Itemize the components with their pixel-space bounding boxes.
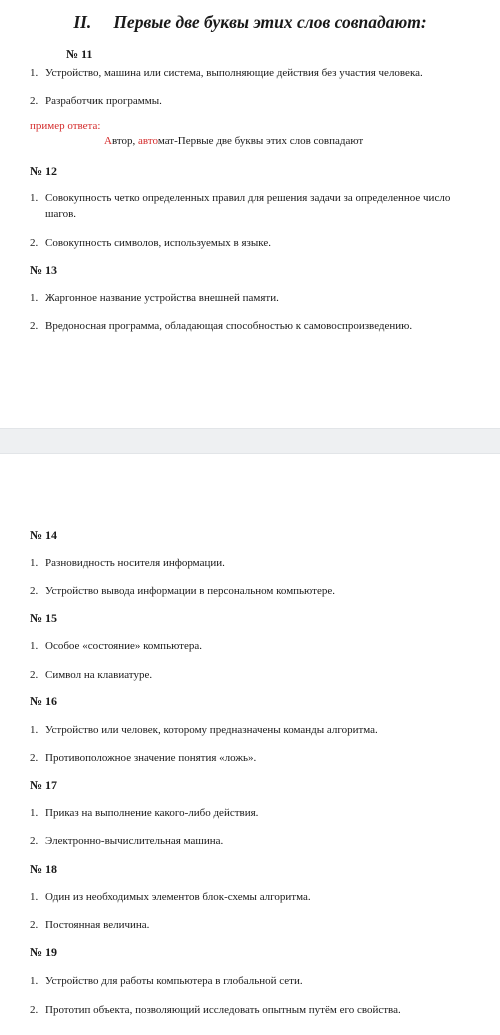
task-16-item-1	[30, 722, 480, 738]
item-number: 2.	[30, 835, 39, 847]
item-number: 1.	[30, 724, 39, 736]
example-text-3: -Первые две буквы этих слов совпадают	[174, 135, 364, 147]
item-text: Прототип объекта, позволяющий исследовать опытным путём его свойства.	[45, 1004, 401, 1016]
task-13-item-1	[30, 290, 480, 306]
item-text: Разновидность носителя информации.	[45, 557, 225, 569]
task-number-11: № 11	[66, 47, 93, 61]
item-text: Символ на клавиатуре.	[45, 669, 153, 681]
task-14-item-2	[30, 583, 480, 599]
item-text: Электронно-вычислительная машина.	[45, 835, 224, 847]
item-text: Особое «состояние» компьютера.	[45, 640, 202, 652]
task-11-item-2	[30, 93, 480, 109]
item-text: Устройство, машина или система, выполняющие действия без участия человека.	[45, 67, 423, 79]
item-text: Один из необходимых элементов блок-схемы алгоритма.	[45, 891, 311, 903]
task-16-item-2	[30, 750, 480, 766]
task-13-item-2	[30, 318, 480, 334]
item-text: Совокупность символов, используемых в языке.	[45, 237, 271, 249]
item-number: 1.	[30, 192, 39, 204]
item-number: 2.	[30, 95, 39, 107]
item-number: 1.	[30, 557, 39, 569]
document-page-1	[0, 0, 500, 428]
task-number-18: № 18	[30, 862, 58, 876]
task-12-item-1	[30, 190, 480, 222]
task-19-item-1	[30, 973, 480, 989]
task-14-item-1	[30, 555, 480, 571]
item-text: Устройство для работы компьютера в глобальной сети.	[45, 975, 303, 987]
task-number-14: № 14	[30, 528, 58, 542]
item-number: 2.	[30, 669, 39, 681]
example-label: пример ответа:	[30, 120, 101, 132]
task-number-17: № 17	[30, 778, 58, 792]
document-page-2	[0, 454, 500, 1035]
task-17-item-1	[30, 805, 480, 821]
item-number: 1.	[30, 292, 39, 304]
task-19-item-2	[30, 1002, 480, 1018]
example-answer	[104, 135, 363, 147]
item-text: Вредоносная программа, обладающая способностью к самовоспроизведению.	[45, 320, 413, 332]
item-number: 1.	[30, 807, 39, 819]
item-number: 1.	[30, 891, 39, 903]
task-11-item-1	[30, 65, 480, 81]
task-18-item-1	[30, 889, 480, 905]
item-text: Противоположное значение понятия «ложь».	[45, 752, 257, 764]
item-text: Разработчик программы.	[45, 95, 162, 107]
item-number: 1.	[30, 975, 39, 987]
task-number-12: № 12	[30, 164, 58, 178]
section-roman-numeral: II.	[73, 12, 92, 32]
item-number: 1.	[30, 67, 39, 79]
task-15-item-2	[30, 667, 480, 683]
item-number: 2.	[30, 320, 39, 332]
item-number: 2.	[30, 1004, 39, 1016]
item-number: 2.	[30, 237, 39, 249]
example-text-1: втор,	[111, 135, 139, 147]
item-text: Устройство или человек, которому предназначены команды алгоритма.	[45, 724, 378, 736]
task-18-item-2	[30, 917, 480, 933]
task-15-item-1	[30, 638, 480, 654]
task-number-16: № 16	[30, 694, 58, 708]
item-number: 2.	[30, 919, 39, 931]
item-text: Приказ на выполнение какого-либо действия.	[45, 807, 259, 819]
item-text: Устройство вывода информации в персональном компьютере.	[45, 585, 335, 597]
task-17-item-2	[30, 833, 480, 849]
item-number: 1.	[30, 640, 39, 652]
task-number-13: № 13	[30, 263, 58, 277]
example-text-2: мат	[157, 135, 175, 147]
page-break	[0, 428, 500, 454]
item-number: 2.	[30, 585, 39, 597]
item-text: Совокупность четко определенных правил для решения задачи за определенное число шагов.	[45, 192, 451, 220]
task-number-15: № 15	[30, 611, 58, 625]
section-heading-text: Первые две буквы этих слов совпадают:	[113, 12, 427, 32]
example-highlight-1: А	[104, 135, 112, 147]
item-text: Постоянная величина.	[45, 919, 150, 931]
example-highlight-2: авто	[138, 135, 158, 147]
task-number-19: № 19	[30, 945, 58, 959]
item-number: 2.	[30, 752, 39, 764]
item-text: Жаргонное название устройства внешней памяти.	[45, 292, 279, 304]
section-title	[0, 12, 500, 33]
task-12-item-2	[30, 235, 480, 251]
